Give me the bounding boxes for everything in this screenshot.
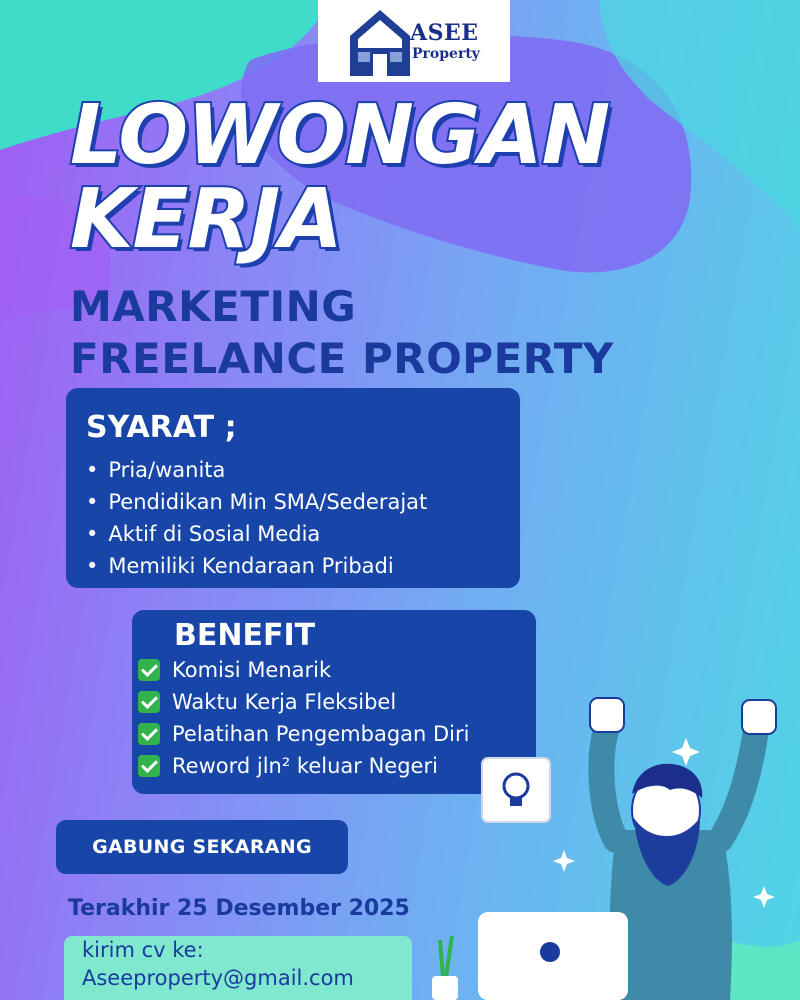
- check-icon: [138, 723, 160, 745]
- position-title-line-2: FREELANCE PROPERTY: [70, 334, 614, 383]
- check-icon: [138, 691, 160, 713]
- check-icon: [138, 755, 160, 777]
- headline-line-1: LOWONGAN: [70, 88, 610, 183]
- position-title-line-1: MARKETING: [70, 282, 357, 331]
- benefit-item: [138, 654, 469, 686]
- house-logo-icon: [348, 8, 412, 78]
- sparkle-icon: [553, 850, 575, 872]
- plant-icon: [432, 936, 458, 1000]
- logo-subtitle: Property: [412, 46, 480, 62]
- contact-label: kirim cv ke:: [82, 938, 204, 962]
- contact-email-link[interactable]: Aseeproperty@gmail.com: [82, 966, 354, 990]
- requirement-item: • Pendidikan Min SMA/Sederajat: [86, 486, 427, 518]
- sparkle-icon: [672, 738, 700, 766]
- benefit-text: Waktu Kerja Fleksibel: [172, 690, 397, 714]
- requirements-list: [86, 454, 427, 582]
- requirements-panel: [66, 388, 520, 588]
- join-now-button[interactable]: GABUNG SEKARANG: [56, 820, 348, 874]
- requirements-title: SYARAT ;: [86, 410, 237, 445]
- benefit-text: Reword jln² keluar Negeri: [172, 754, 438, 778]
- requirement-item: • Pria/wanita: [86, 454, 427, 486]
- lightbulb-icon: [482, 758, 550, 822]
- headline-line-2: KERJA: [70, 172, 342, 267]
- logo-name: ASEE: [410, 20, 479, 46]
- check-icon: [138, 659, 160, 681]
- celebrating-man-illustration: [420, 690, 800, 1000]
- contact-box: [64, 936, 412, 1000]
- deadline-text: Terakhir 25 Desember 2025: [68, 896, 410, 921]
- benefits-title: BENEFIT: [174, 618, 316, 653]
- benefit-text: Pelatihan Pengembagan Diri: [172, 722, 470, 746]
- laptop-icon: [478, 912, 628, 1000]
- requirement-item: • Aktif di Sosial Media: [86, 518, 427, 550]
- benefit-text: Komisi Menarik: [172, 658, 332, 682]
- sparkle-icon: [753, 886, 775, 908]
- requirement-item: • Memiliki Kendaraan Pribadi: [86, 550, 427, 582]
